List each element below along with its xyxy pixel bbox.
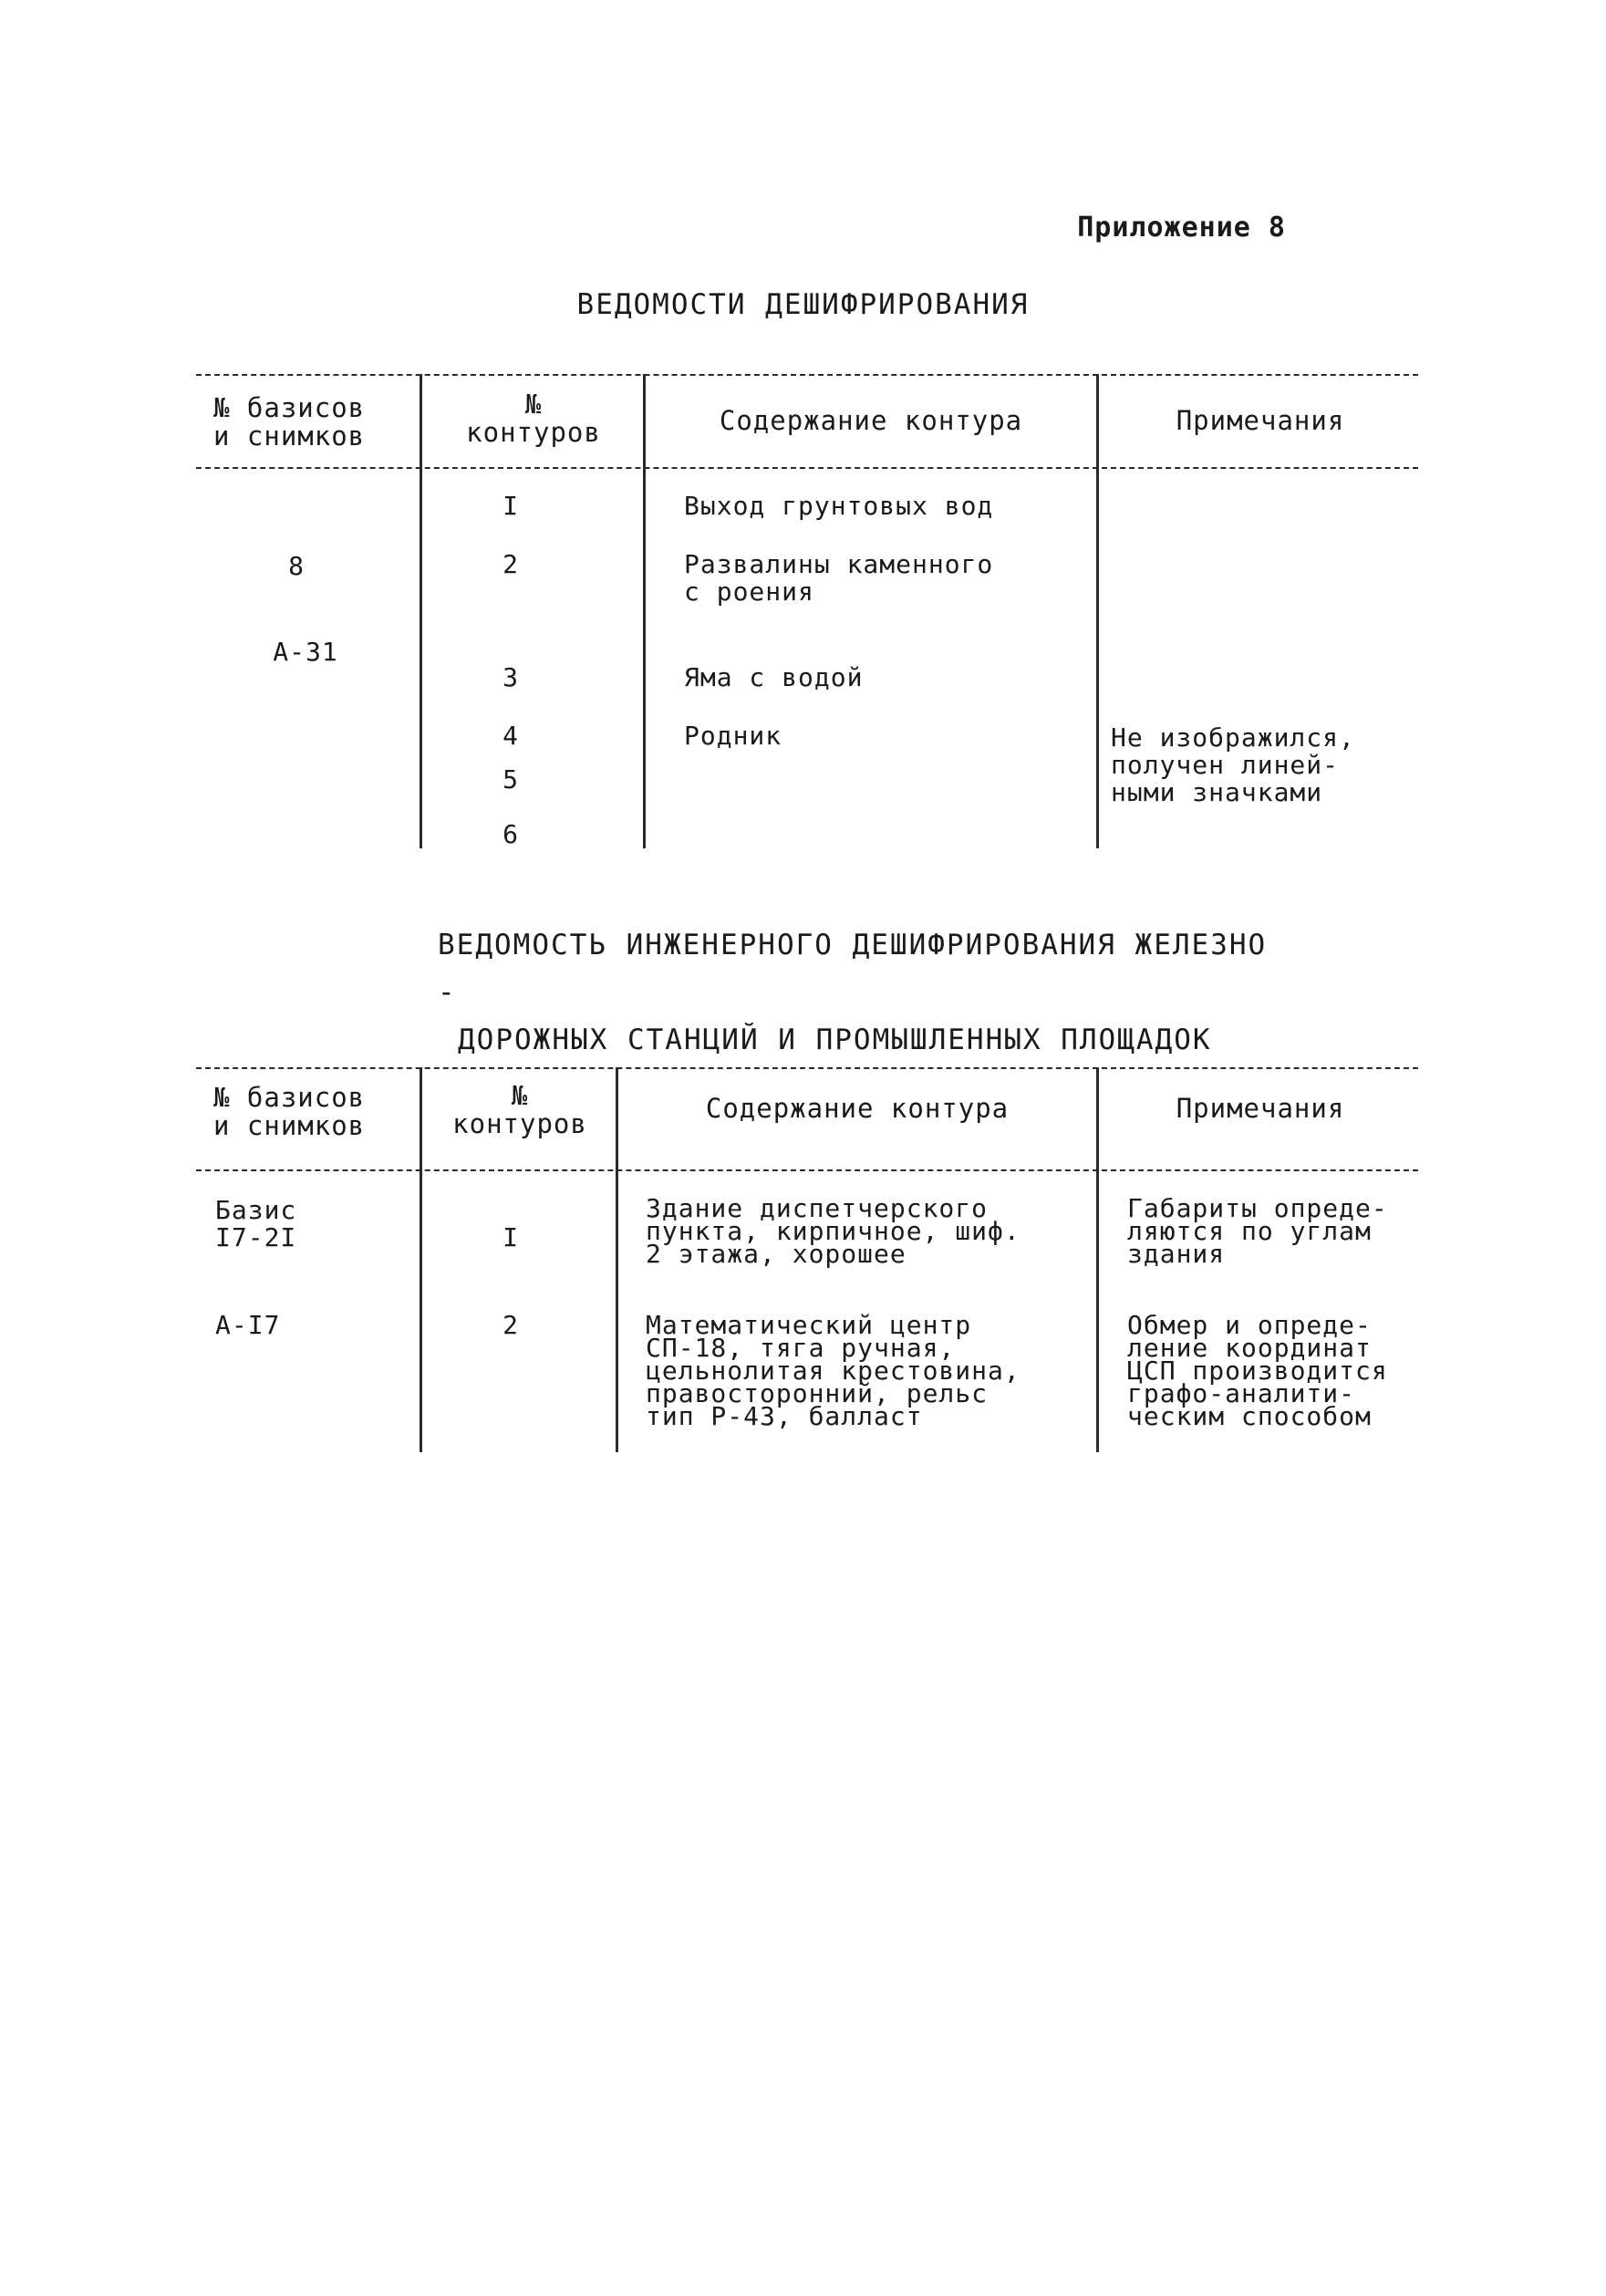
table1-title: ВЕДОМОСТИ ДЕШИФРИРОВАНИЯ (576, 288, 1030, 321)
table1-header-contour-no: № контуров (466, 389, 601, 448)
table1-contour-no: I (503, 491, 519, 521)
table1-contour-no: 4 (503, 721, 519, 751)
table2-header-contour-no: № контуров (452, 1080, 587, 1139)
table1-basis-value: 8 (288, 551, 305, 581)
table1-contour-no: 2 (503, 549, 519, 579)
table2-title (438, 921, 1295, 1064)
table2-contour-no: I (503, 1222, 519, 1252)
table2-header-notes: Примечания (1176, 1093, 1345, 1124)
table1-contour-no: 3 (503, 662, 519, 692)
table1-content: Яма с водой (684, 662, 864, 692)
table1-basis-value: А-31 (273, 637, 338, 667)
table2-contour-no: 2 (503, 1310, 519, 1340)
appendix-label: Приложение 8 (1077, 212, 1286, 244)
table1-note: Не изображился, получен линей- ными значками (1111, 722, 1355, 807)
table2-header-content: Содержание контура (705, 1093, 1010, 1124)
table2-basis: А-I7 (215, 1310, 281, 1340)
table2-note: Обмер и опреде- ление координат ЦСП производится графо-аналити- ческим способом (1127, 1310, 1388, 1431)
table1-content: Выход грунтовых вод (684, 491, 994, 521)
table1-contour-no: 6 (503, 819, 519, 849)
table2-header-basis: № базисов и снимков (213, 1082, 366, 1141)
table1-content: Родник (684, 721, 782, 751)
table2-content: Здание диспетчерского пункта, кирпичное, шиф. 2 этажа, хорошее (646, 1193, 1021, 1269)
table2-basis: Базис I7-2I (215, 1195, 297, 1252)
table2-title-line1: ВЕДОМОСТЬ ИНЖЕНЕРНОГО ДЕШИФРИРОВАНИЯ ЖЕЛЕЗНО - (438, 929, 1268, 1009)
table1-header-notes: Примечания (1176, 405, 1345, 436)
table2-title-line2: ДОРОЖНЫХ СТАНЦИЙ И ПРОМЫШЛЕННЫХ ПЛОЩАДОК (458, 1023, 1212, 1056)
table2-content: Математический центр СП-18, тяга ручная, цельнолитая крестовина, правосторонний, рельс тип Р-43, балласт (646, 1310, 1021, 1431)
table1-header-content: Содержание контура (719, 405, 1023, 436)
table2-note: Габариты опреде- ляются по углам здания (1127, 1193, 1388, 1269)
table1-header-basis: № базисов и снимков (213, 392, 366, 452)
table1-contour-no: 5 (503, 764, 519, 795)
table1-content: Развалины каменного с роения (684, 549, 994, 607)
